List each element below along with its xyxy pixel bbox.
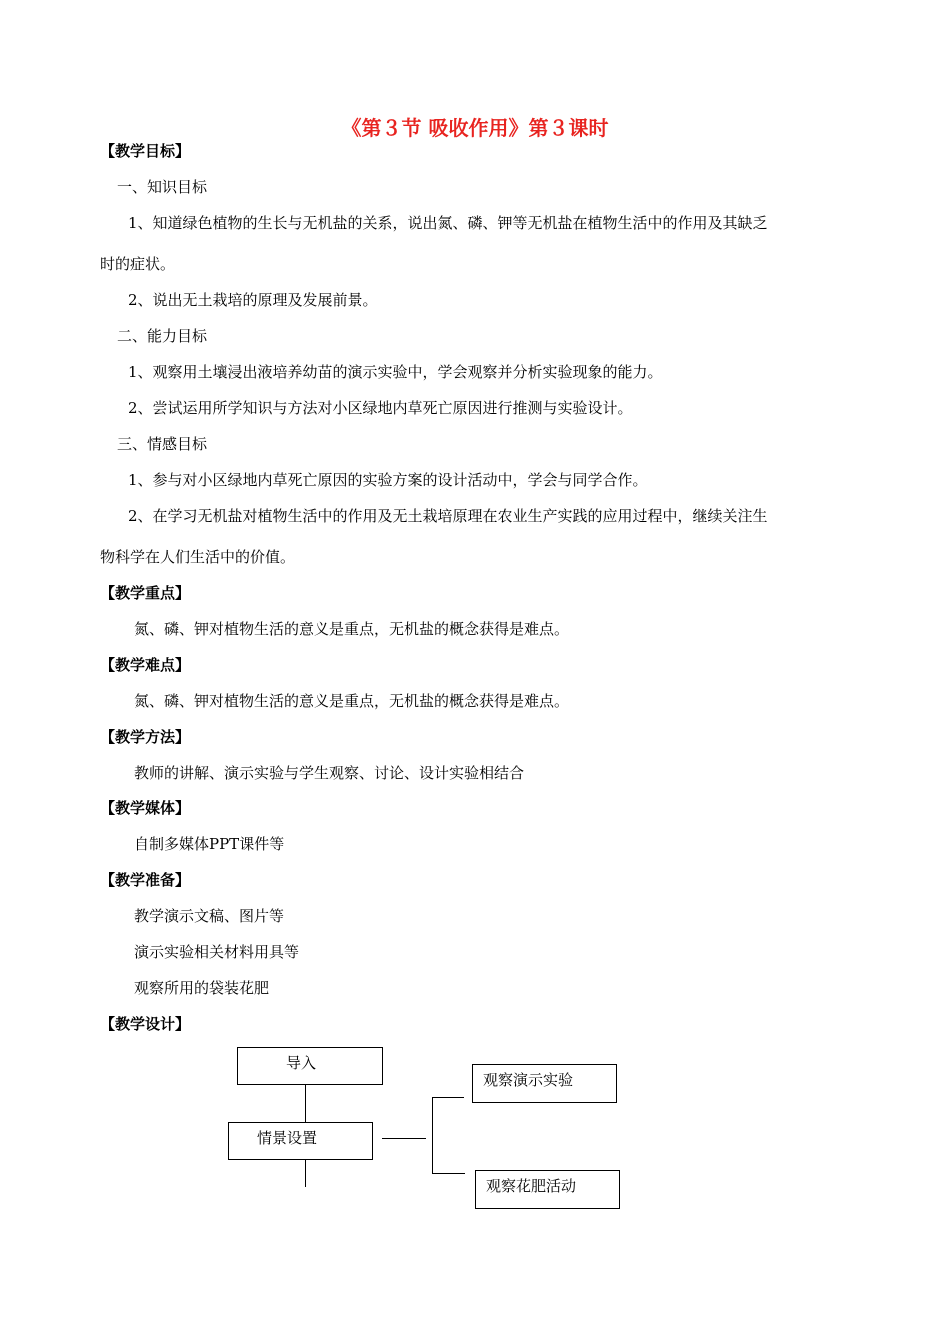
- knowledge-item-1-line-1: 1、知道绿色植物的生长与无机盐的关系，说出氮、磷、钾等无机盐在植物生活中的作用及其缺乏: [128, 214, 768, 232]
- flow-connector-branch-vertical: [432, 1097, 433, 1173]
- ability-item-1: 1、观察用土壤浸出液培养幼苗的演示实验中，学会观察并分析实验现象的能力。: [128, 363, 663, 381]
- flow-connector-branch-top: [432, 1097, 464, 1098]
- section-heading-media: 【教学媒体】: [100, 799, 191, 817]
- key-points-text: 氮、磷、钾对植物生活的意义是重点，无机盐的概念获得是难点。: [134, 620, 570, 638]
- document-title: 《第３节 吸收作用》第３课时: [341, 116, 609, 140]
- flow-box-observe-fertilizer: 观察花肥活动: [475, 1170, 620, 1209]
- section-heading-key-points: 【教学重点】: [100, 584, 191, 602]
- preparation-item-1: 教学演示文稿、图片等: [134, 907, 285, 925]
- flow-box-observe-demo: 观察演示实验: [472, 1064, 617, 1103]
- emotion-item-2-line-2: 物科学在人们生活中的价值。: [100, 548, 296, 566]
- methods-text: 教师的讲解、演示实验与学生观察、讨论、设计实验相结合: [134, 764, 525, 782]
- preparation-item-2: 演示实验相关材料用具等: [134, 943, 300, 961]
- flow-connector-scenario-down: [305, 1160, 306, 1187]
- section-heading-preparation: 【教学准备】: [100, 871, 191, 889]
- flow-box-scenario: 情景设置: [228, 1122, 373, 1160]
- flow-connector-branch: [382, 1138, 426, 1139]
- media-text: 自制多媒体PPT课件等: [134, 835, 285, 853]
- knowledge-item-2: 2、说出无土栽培的原理及发展前景。: [128, 291, 378, 309]
- flow-connector-intro-scenario: [305, 1085, 306, 1122]
- emotion-goals-label: 三、情感目标: [117, 435, 208, 453]
- flow-box-intro: 导入: [237, 1047, 383, 1085]
- section-heading-methods: 【教学方法】: [100, 728, 191, 746]
- knowledge-item-1-line-2: 时的症状。: [100, 255, 176, 273]
- difficulties-text: 氮、磷、钾对植物生活的意义是重点，无机盐的概念获得是难点。: [134, 692, 570, 710]
- ability-goals-label: 二、能力目标: [117, 327, 208, 345]
- ability-item-2: 2、尝试运用所学知识与方法对小区绿地内草死亡原因进行推测与实验设计。: [128, 399, 633, 417]
- section-heading-difficulties: 【教学难点】: [100, 656, 191, 674]
- preparation-item-3: 观察所用的袋装花肥: [134, 979, 270, 997]
- section-heading-design: 【教学设计】: [100, 1015, 191, 1033]
- emotion-item-2-line-1: 2、在学习无机盐对植物生活中的作用及无土栽培原理在农业生产实践的应用过程中，继续关注生: [128, 507, 768, 525]
- knowledge-goals-label: 一、知识目标: [117, 178, 208, 196]
- section-heading-goals: 【教学目标】: [100, 142, 191, 160]
- flow-connector-branch-bottom: [432, 1173, 465, 1174]
- emotion-item-1: 1、参与对小区绿地内草死亡原因的实验方案的设计活动中，学会与同学合作。: [128, 471, 648, 489]
